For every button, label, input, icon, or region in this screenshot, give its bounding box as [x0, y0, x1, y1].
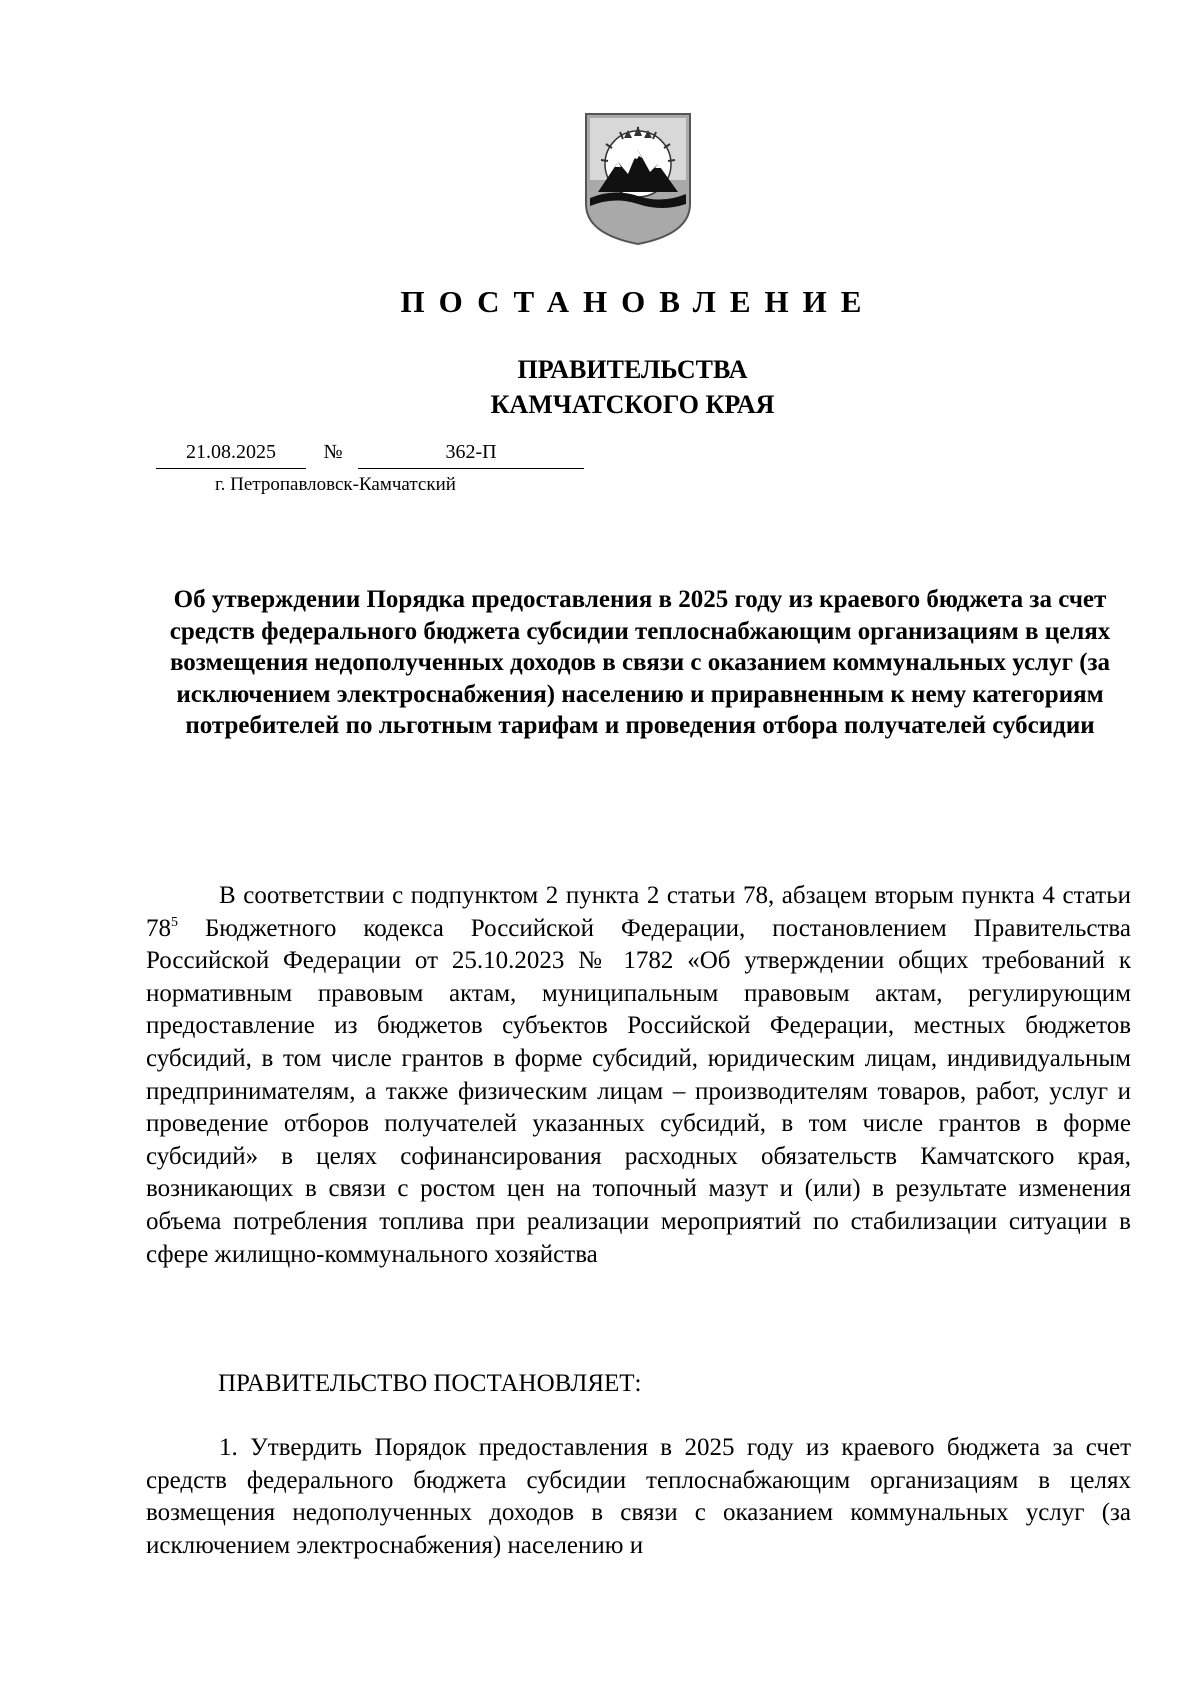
place-of-issue: г. Петропавловск-Камчатский: [215, 474, 456, 495]
registration-date: 21.08.2025: [156, 440, 306, 469]
authority-line-2: КАМЧАТСКОГО КРАЯ: [490, 390, 775, 419]
registration-number: 362-П: [358, 440, 584, 469]
authority-heading: [0, 352, 1200, 422]
document-title: Об утверждении Порядка предоставления в 2025 году из краевого бюджета за счет средств федерального бюджета субсидии теплоснабжающим организациям в целях возмещения недополученных доходов в связи с оказанием коммунальных услуг (за исключением электроснабжения) населению и приравненным к нему категориям потребителей по льготным тарифам и проведения отбора получателей субсидии: [169, 586, 1111, 739]
preamble-part-1: В соответствии с подпунктом 2 пункта 2 статьи 78, абзацем вторым пункта 4 статьи 78: [146, 882, 1131, 942]
kamchatka-coat-of-arms-icon: [584, 112, 692, 246]
resolution-heading: ПРАВИТЕЛЬСТВО ПОСТАНОВЛЯЕТ:: [218, 1370, 642, 1397]
authority-line-1: ПРАВИТЕЛЬСТВА: [517, 355, 748, 384]
article-superscript: 5: [171, 914, 178, 930]
registration-number-label: №: [323, 441, 343, 463]
document-type-heading: ПОСТАНОВЛЕНИЕ: [400, 284, 876, 319]
preamble-part-2: Бюджетного кодекса Российской Федерации, постановлением Правительства Российской Федерации от 25.10.2023 № 1782 «Об утверждении общих требований к нормативным правовым актам, муниципальным правовым актам, регулирующим предоставление из бюджетов субъектов Российской Федерации, местных бюджетов субсидий, в том числе грантов в форме субсидий, юридическим лицам, индивидуальным предпринимателям, а также физическим лицам – производителям товаров, работ, услуг и проведение отборов получателей указанных субсидий, в том числе грантов в форме субсидий» в целях софинансирования расходных обязательств Камчатского края, возникающих в связи с ростом цен на топочный мазут и (или) в результате изменения объема потребления топлива при реализации мероприятий по стабилизации ситуации в сфере жилищно-коммунального хозяйства: [146, 914, 1131, 1268]
preamble-paragraph: [146, 880, 1131, 1271]
item-1-paragraph: 1. Утвердить Порядок предоставления в 2025 году из краевого бюджета за счет средств федерального бюджета субсидии теплоснабжающим организациям в целях возмещения недополученных доходов в связи с оказанием коммунальных услуг (за исключением электроснабжения) населению и: [146, 1434, 1131, 1559]
